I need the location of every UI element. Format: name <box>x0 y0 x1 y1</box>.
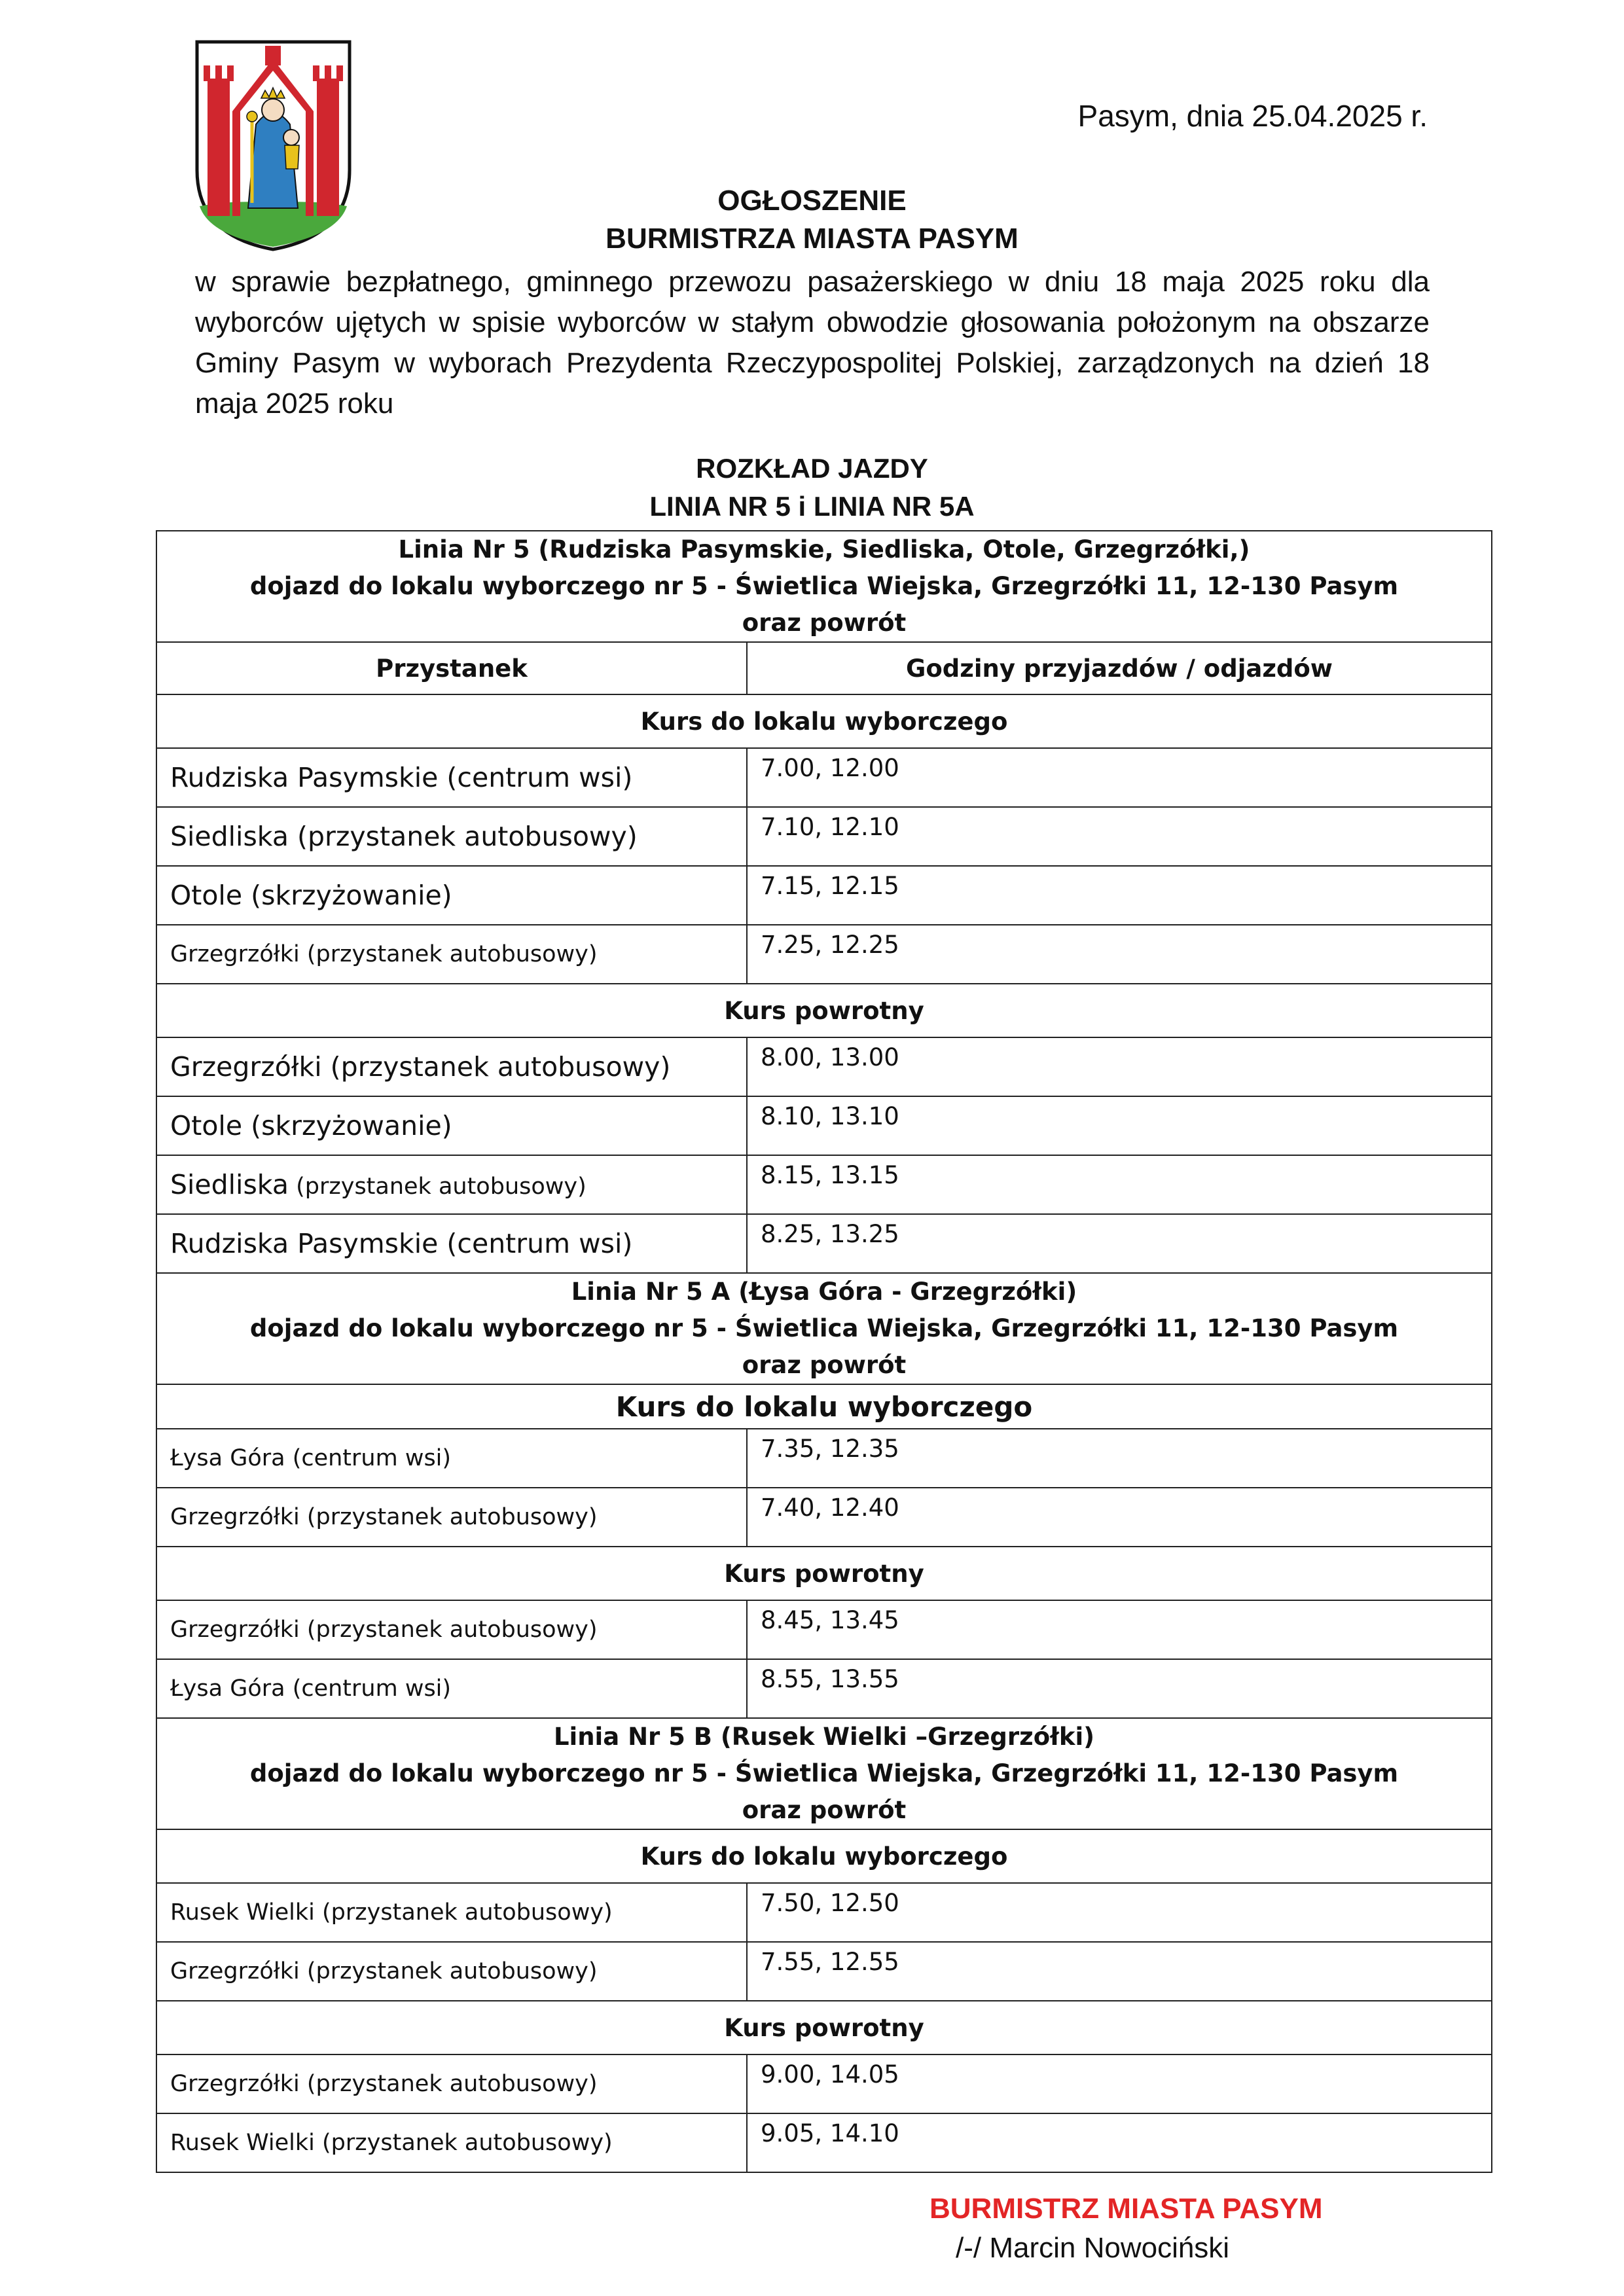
line-destination: dojazd do lokalu wyborczego nr 5 - Świetlica Wiejska, Grzegrzółki 11, 12-130 Pasym <box>249 1759 1399 1787</box>
section-outbound: Kurs do lokalu wyborczego <box>156 694 1492 748</box>
column-headers <box>156 642 1492 694</box>
table-row <box>156 866 1492 925</box>
stop-times: 7.00, 12.00 <box>747 748 1492 807</box>
stop-times: 7.50, 12.50 <box>747 1883 1492 1942</box>
timetable <box>156 530 1492 2173</box>
table-row <box>156 1883 1492 1942</box>
table-row <box>156 2113 1492 2172</box>
table-row <box>156 925 1492 984</box>
stop-name: Otole (skrzyżowanie) <box>156 866 747 925</box>
line-return-note: oraz powrót <box>742 609 907 637</box>
line-destination: dojazd do lokalu wyborczego nr 5 - Świetlica Wiejska, Grzegrzółki 11, 12-130 Pasym <box>249 1314 1399 1342</box>
line-header-cell <box>156 1273 1492 1384</box>
schedule-title: ROZKŁAD JAZDY <box>696 453 928 484</box>
stop-name-detail: (przystanek autobusowy) <box>288 1174 586 1200</box>
table-row <box>156 1429 1492 1488</box>
stop-times: 8.15, 13.15 <box>747 1155 1492 1214</box>
table-row <box>156 1214 1492 1273</box>
table-row <box>156 748 1492 807</box>
stop-name: Grzegrzółki (przystanek autobusowy) <box>156 925 747 984</box>
schedule-subtitle: LINIA NR 5 i LINIA NR 5A <box>649 491 975 522</box>
table-row <box>156 1659 1492 1718</box>
stop-name: Rudziska Pasymskie (centrum wsi) <box>156 748 747 807</box>
stop-name-part: Siedliska <box>170 1169 289 1200</box>
section-outbound: Kurs do lokalu wyborczego <box>156 1384 1492 1429</box>
table-row <box>156 1096 1492 1155</box>
stop-times: 7.15, 12.15 <box>747 866 1492 925</box>
stop-name: Grzegrzółki (przystanek autobusowy) <box>156 1037 747 1096</box>
stop-name: Grzegrzółki (przystanek autobusowy) <box>156 1488 747 1547</box>
stop-times: 8.45, 13.45 <box>747 1600 1492 1659</box>
stop-name: Rusek Wielki (przystanek autobusowy) <box>156 2113 747 2172</box>
stop-name: Rusek Wielki (przystanek autobusowy) <box>156 1883 747 1942</box>
table-row <box>156 1155 1492 1214</box>
announcement-intro: w sprawie bezpłatnego, gminnego przewozu pasażerskiego w dniu 18 maja 2025 roku dla wyborców ujętych w spisie wyborców w stałym obwodzie głosowania położonym na obszarze Gminy Pasym w wyborach Prezydenta Rzeczypospolitej Polskiej, zarządzonych na dzień 18 maja 2025 roku <box>195 266 1430 420</box>
line-header-cell <box>156 531 1492 642</box>
stop-times: 7.40, 12.40 <box>747 1488 1492 1547</box>
line-title: Linia Nr 5 A (Łysa Góra - Grzegrzółki) <box>571 1278 1077 1306</box>
place-date: Pasym, dnia 25.04.2025 r. <box>1077 99 1428 133</box>
line-header <box>156 1718 1492 1829</box>
stop-times: 9.05, 14.10 <box>747 2113 1492 2172</box>
stop-times: 8.10, 13.10 <box>747 1096 1492 1155</box>
stop-name: Siedliska (przystanek autobusowy) <box>156 807 747 866</box>
stop-times: 7.35, 12.35 <box>747 1429 1492 1488</box>
coat-of-arms-icon <box>193 39 353 252</box>
stop-times: 7.25, 12.25 <box>747 925 1492 984</box>
stop-name: Łysa Góra (centrum wsi) <box>156 1429 747 1488</box>
line-return-note: oraz powrót <box>742 1351 907 1379</box>
line-header <box>156 1273 1492 1384</box>
stop-name: Grzegrzółki (przystanek autobusowy) <box>156 1600 747 1659</box>
stop-times: 7.10, 12.10 <box>747 807 1492 866</box>
line-header <box>156 531 1492 642</box>
table-row <box>156 1600 1492 1659</box>
stop-name: Grzegrzółki (przystanek autobusowy) <box>156 2054 747 2113</box>
line-title: Linia Nr 5 B (Rusek Wielki –Grzegrzółki) <box>553 1723 1095 1751</box>
stop-name: Otole (skrzyżowanie) <box>156 1096 747 1155</box>
table-row <box>156 1942 1492 2001</box>
column-header-stop: Przystanek <box>156 642 747 694</box>
stop-name: Łysa Góra (centrum wsi) <box>156 1659 747 1718</box>
stop-times: 8.25, 13.25 <box>747 1214 1492 1273</box>
stop-name: Grzegrzółki (przystanek autobusowy) <box>156 1942 747 2001</box>
announcement-issuer: BURMISTRZA MIASTA PASYM <box>605 223 1019 255</box>
table-row <box>156 807 1492 866</box>
stop-times: 8.00, 13.00 <box>747 1037 1492 1096</box>
stop-name: Rudziska Pasymskie (centrum wsi) <box>156 1214 747 1273</box>
table-row <box>156 2054 1492 2113</box>
line-header-cell <box>156 1718 1492 1829</box>
stop-times: 9.00, 14.05 <box>747 2054 1492 2113</box>
section-return: Kurs powrotny <box>156 1547 1492 1600</box>
signature-name: /-/ Marcin Nowociński <box>956 2232 1230 2264</box>
stop-name <box>156 1155 747 1214</box>
line-destination: dojazd do lokalu wyborczego nr 5 - Świetlica Wiejska, Grzegrzółki 11, 12-130 Pasym <box>249 572 1399 600</box>
table-row <box>156 1488 1492 1547</box>
line-title: Linia Nr 5 (Rudziska Pasymskie, Siedliska, Otole, Grzegrzółki,) <box>398 535 1250 564</box>
section-return: Kurs powrotny <box>156 984 1492 1037</box>
section-outbound: Kurs do lokalu wyborczego <box>156 1829 1492 1883</box>
section-return: Kurs powrotny <box>156 2001 1492 2054</box>
column-header-times: Godziny przyjazdów / odjazdów <box>747 642 1492 694</box>
signature-title: BURMISTRZ MIASTA PASYM <box>929 2193 1323 2225</box>
table-row <box>156 1037 1492 1096</box>
stop-times: 7.55, 12.55 <box>747 1942 1492 2001</box>
announcement-title: OGŁOSZENIE <box>717 185 907 217</box>
stop-times: 8.55, 13.55 <box>747 1659 1492 1718</box>
line-return-note: oraz powrót <box>742 1796 907 1824</box>
